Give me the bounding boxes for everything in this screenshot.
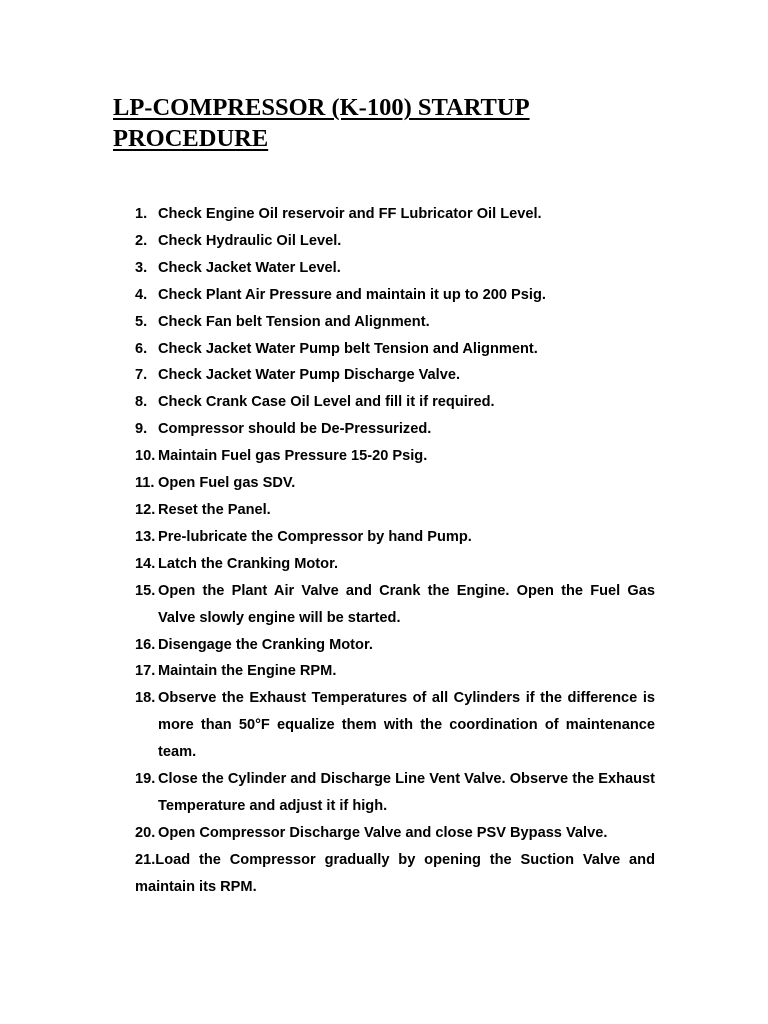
step-number: 12. <box>135 501 156 518</box>
step-text: Check Hydraulic Oil Level. <box>158 232 342 249</box>
step-number: 14. <box>135 555 156 572</box>
step-text: Check Fan belt Tension and Alignment. <box>158 313 430 330</box>
step-20 <box>135 820 655 847</box>
step-number: 10. <box>135 448 156 465</box>
step-9 <box>135 416 655 443</box>
step-text: Close the Cylinder and Discharge Line Vent Valve. Observe the Exhaust Temperature and adjust it if high. <box>158 771 655 814</box>
step-number: 17. <box>135 663 156 680</box>
step-text: Compressor should be De-Pressurized. <box>158 421 432 438</box>
step-text: Check Jacket Water Pump Discharge Valve. <box>158 367 461 384</box>
step-text: Reset the Panel. <box>158 501 271 518</box>
procedure-steps-list <box>135 201 655 901</box>
title-line-1: LP-COMPRESSOR (K-100) STARTUP <box>113 94 530 121</box>
step-text: Check Jacket Water Pump belt Tension and Alignment. <box>158 340 538 357</box>
step-text: Check Crank Case Oil Level and fill it if required. <box>158 394 495 411</box>
step-text: Observe the Exhaust Temperatures of all Cylinders if the difference is more than 50°F equalize them with the coordination of maintenance team. <box>158 690 655 761</box>
step-7 <box>135 362 655 389</box>
step-text: Open the Plant Air Valve and Crank the Engine. Open the Fuel Gas Valve slowly engine will be started. <box>158 582 655 626</box>
step-text-line-2: maintain its RPM. <box>135 878 257 895</box>
step-text: Maintain Fuel gas Pressure 15-20 Psig. <box>158 448 428 465</box>
step-text: Open Compressor Discharge Valve and close PSV Bypass Valve. <box>158 824 608 841</box>
step-17 <box>135 658 655 685</box>
step-number: 8. <box>135 394 148 411</box>
step-1 <box>135 201 655 228</box>
step-16 <box>135 632 655 659</box>
step-text: Latch the Cranking Motor. <box>158 555 338 572</box>
step-text: Maintain the Engine RPM. <box>158 663 337 680</box>
step-number: 13. <box>135 528 156 545</box>
step-8 <box>135 389 655 416</box>
step-3 <box>135 255 655 282</box>
step-text: Disengage the Cranking Motor. <box>158 636 373 653</box>
step-11 <box>135 470 655 497</box>
step-number: 16. <box>135 636 156 653</box>
step-12 <box>135 497 655 524</box>
step-text: Pre-lubricate the Compressor by hand Pump. <box>158 528 472 545</box>
step-number: 15. <box>135 582 156 599</box>
step-number: 2. <box>135 232 148 249</box>
step-number: 3. <box>135 259 148 276</box>
step-number: 19. <box>135 771 156 788</box>
step-10 <box>135 443 655 470</box>
title-line-2: PROCEDURE <box>113 125 269 152</box>
step-text: Check Engine Oil reservoir and FF Lubricator Oil Level. <box>158 206 542 222</box>
step-number: 1. <box>135 206 148 222</box>
step-number: 9. <box>135 421 148 438</box>
step-number: 6. <box>135 340 148 357</box>
step-text: Check Jacket Water Level. <box>158 259 341 276</box>
step-21 <box>135 847 655 901</box>
step-13 <box>135 524 655 551</box>
step-number: 7. <box>135 367 148 384</box>
step-number: 11. <box>135 475 155 492</box>
step-14 <box>135 551 655 578</box>
step-text: Check Plant Air Pressure and maintain it up to 200 Psig. <box>158 286 546 303</box>
step-18 <box>135 685 655 766</box>
step-number: 20. <box>135 824 156 841</box>
step-number: 18. <box>135 690 156 707</box>
step-19 <box>135 766 655 820</box>
step-text-line-1: Load the Compressor gradually by opening the Suction Valve and <box>155 851 655 868</box>
step-6 <box>135 336 655 363</box>
step-4 <box>135 282 655 309</box>
step-2 <box>135 228 655 255</box>
step-number: 21. <box>135 851 156 868</box>
step-number: 5. <box>135 313 148 330</box>
step-text: Open Fuel gas SDV. <box>158 475 296 492</box>
step-21-first-line <box>135 847 655 874</box>
step-number: 4. <box>135 286 148 303</box>
page-title <box>113 92 673 154</box>
step-15 <box>135 578 655 632</box>
step-5 <box>135 309 655 336</box>
